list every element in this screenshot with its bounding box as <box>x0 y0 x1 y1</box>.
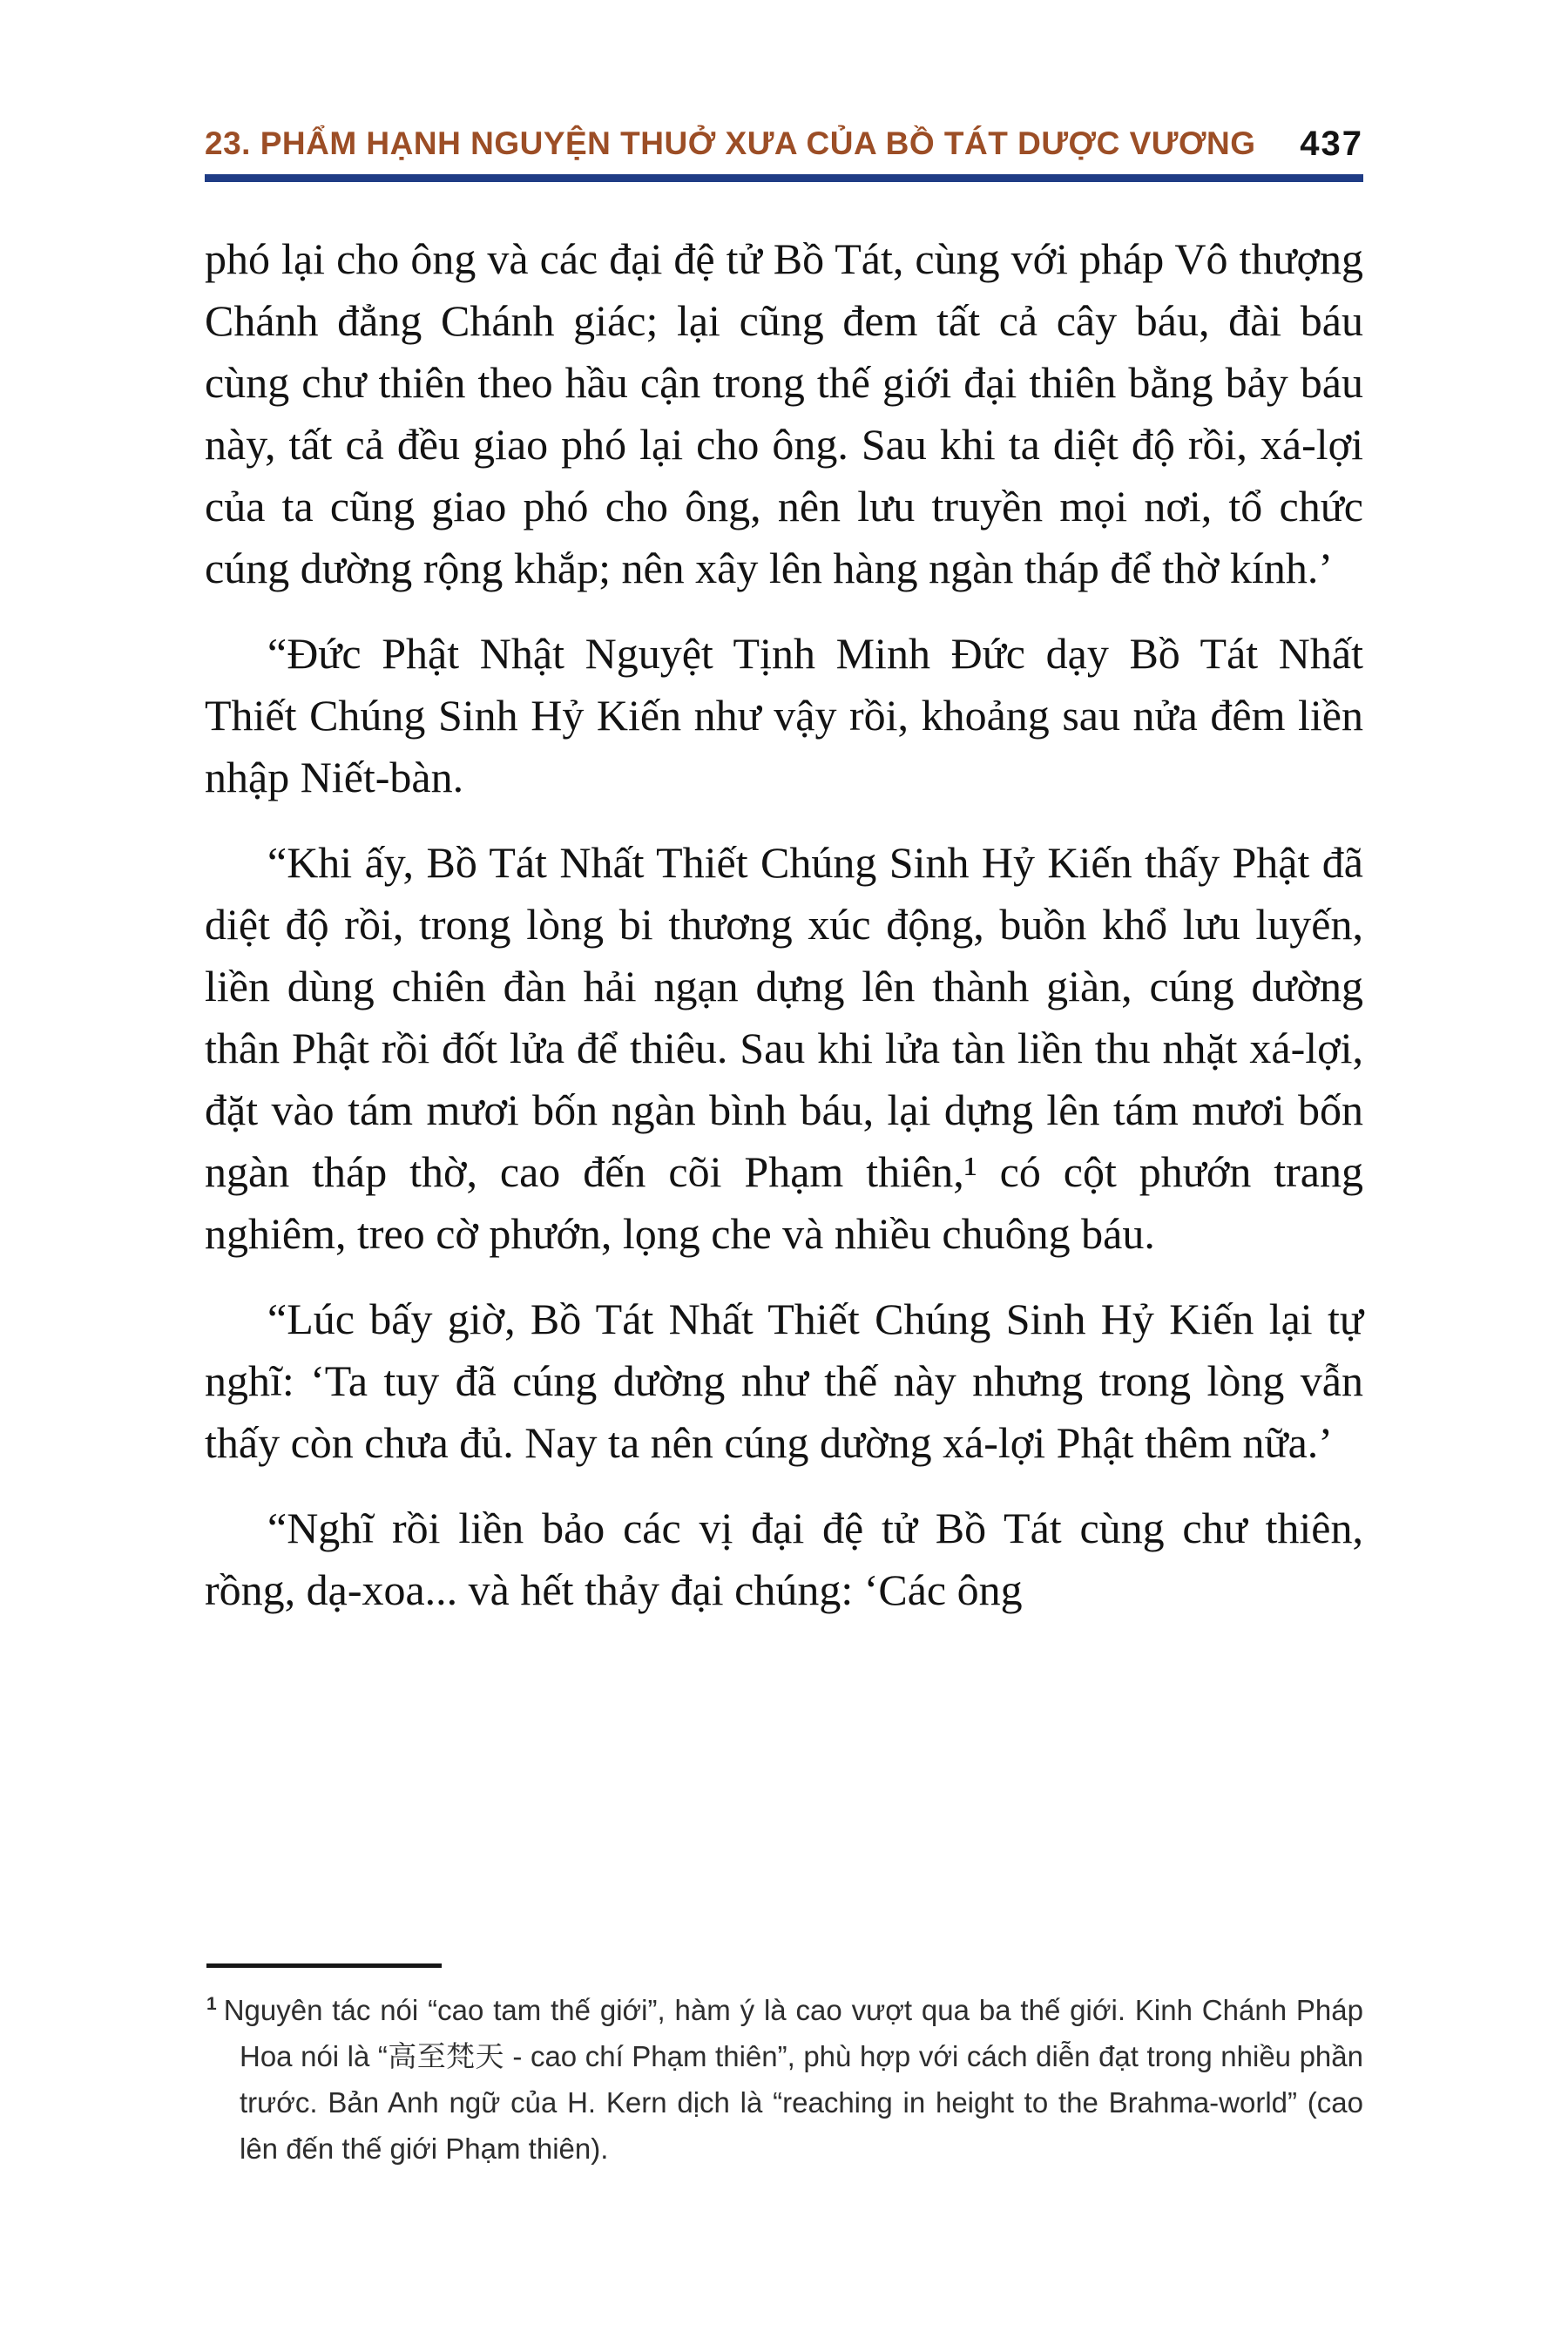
footnote-paragraph <box>206 1987 1363 2172</box>
page-number: 437 <box>1300 125 1363 163</box>
body-paragraph: “Khi ấy, Bồ Tát Nhất Thiết Chúng Sinh Hỷ Kiến thấy Phật đã diệt độ rồi, trong lòng bi thương xúc động, buồn khổ lưu luyến, liền dùng chiên đàn hải ngạn dựng lên thành giàn, cúng dường thân Phật rồi đốt lửa để thiêu. Sau khi lửa tàn liền thu nhặt xá-lợi, đặt vào tám mươi bốn ngàn bình báu, lại dựng lên tám mươi bốn ngàn tháp thờ, cao đến cõi Phạm thiên,¹ có cột phướn trang nghiêm, treo cờ phướn, lọng che và nhiều chuông báu. <box>205 838 1363 1258</box>
running-header <box>205 124 1363 164</box>
footnote-separator-rule <box>206 1963 442 1968</box>
body-paragraph: “Nghĩ rồi liền bảo các vị đại đệ tử Bồ Tát cùng chư thiên, rồng, dạ-xoa... và hết thảy đại chúng: ‘Các ông <box>205 1504 1363 1614</box>
body-paragraph: “Đức Phật Nhật Nguyệt Tịnh Minh Đức dạy Bồ Tát Nhất Thiết Chúng Sinh Hỷ Kiến như vậy rồi, khoảng sau nửa đêm liền nhập Niết-bàn. <box>205 629 1363 801</box>
body-paragraphs <box>205 228 1363 1621</box>
body-paragraph: phó lại cho ông và các đại đệ tử Bồ Tát, cùng với pháp Vô thượng Chánh đẳng Chánh giác; lại cũng đem tất cả cây báu, đài báu cùng chư thiên theo hầu cận trong thế giới đại thiên bằng bảy báu này, tất cả đều giao phó lại cho ông. Sau khi ta diệt độ rồi, xá-lợi của ta cũng giao phó cho ông, nên lưu truyền mọi nơi, tổ chức cúng dường rộng khắp; nên xây lên hàng ngàn tháp để thờ kính.’ <box>205 234 1363 592</box>
body-paragraph: “Lúc bấy giờ, Bồ Tát Nhất Thiết Chúng Sinh Hỷ Kiến lại tự nghĩ: ‘Ta tuy đã cúng dường như thế này nhưng trong lòng vẫn thấy còn chưa đủ. Nay ta nên cúng dường xá-lợi Phật thêm nữa.’ <box>205 1294 1363 1467</box>
header-rule <box>205 174 1363 182</box>
footnote-text: Nguyên tác nói “cao tam thế giới”, hàm ý là cao vượt qua ba thế giới. Kinh Chánh Pháp Hoa nói là “高至梵天 - cao chí Phạm thiên”, phù hợp với cách diễn đạt trong nhiều phần trước. Bản Anh ngữ của H. Kern dịch là “reaching in height to the Brahma-world” (cao lên đến thế giới Phạm thiên). <box>223 1994 1363 2165</box>
footnote-marker: 1 <box>206 1994 217 2014</box>
footnote <box>206 1987 1363 2172</box>
chapter-title: 23. PHẨM HẠNH NGUYỆN THUỞ XƯA CỦA BỒ TÁT DƯỢC VƯƠNG <box>205 125 1256 161</box>
